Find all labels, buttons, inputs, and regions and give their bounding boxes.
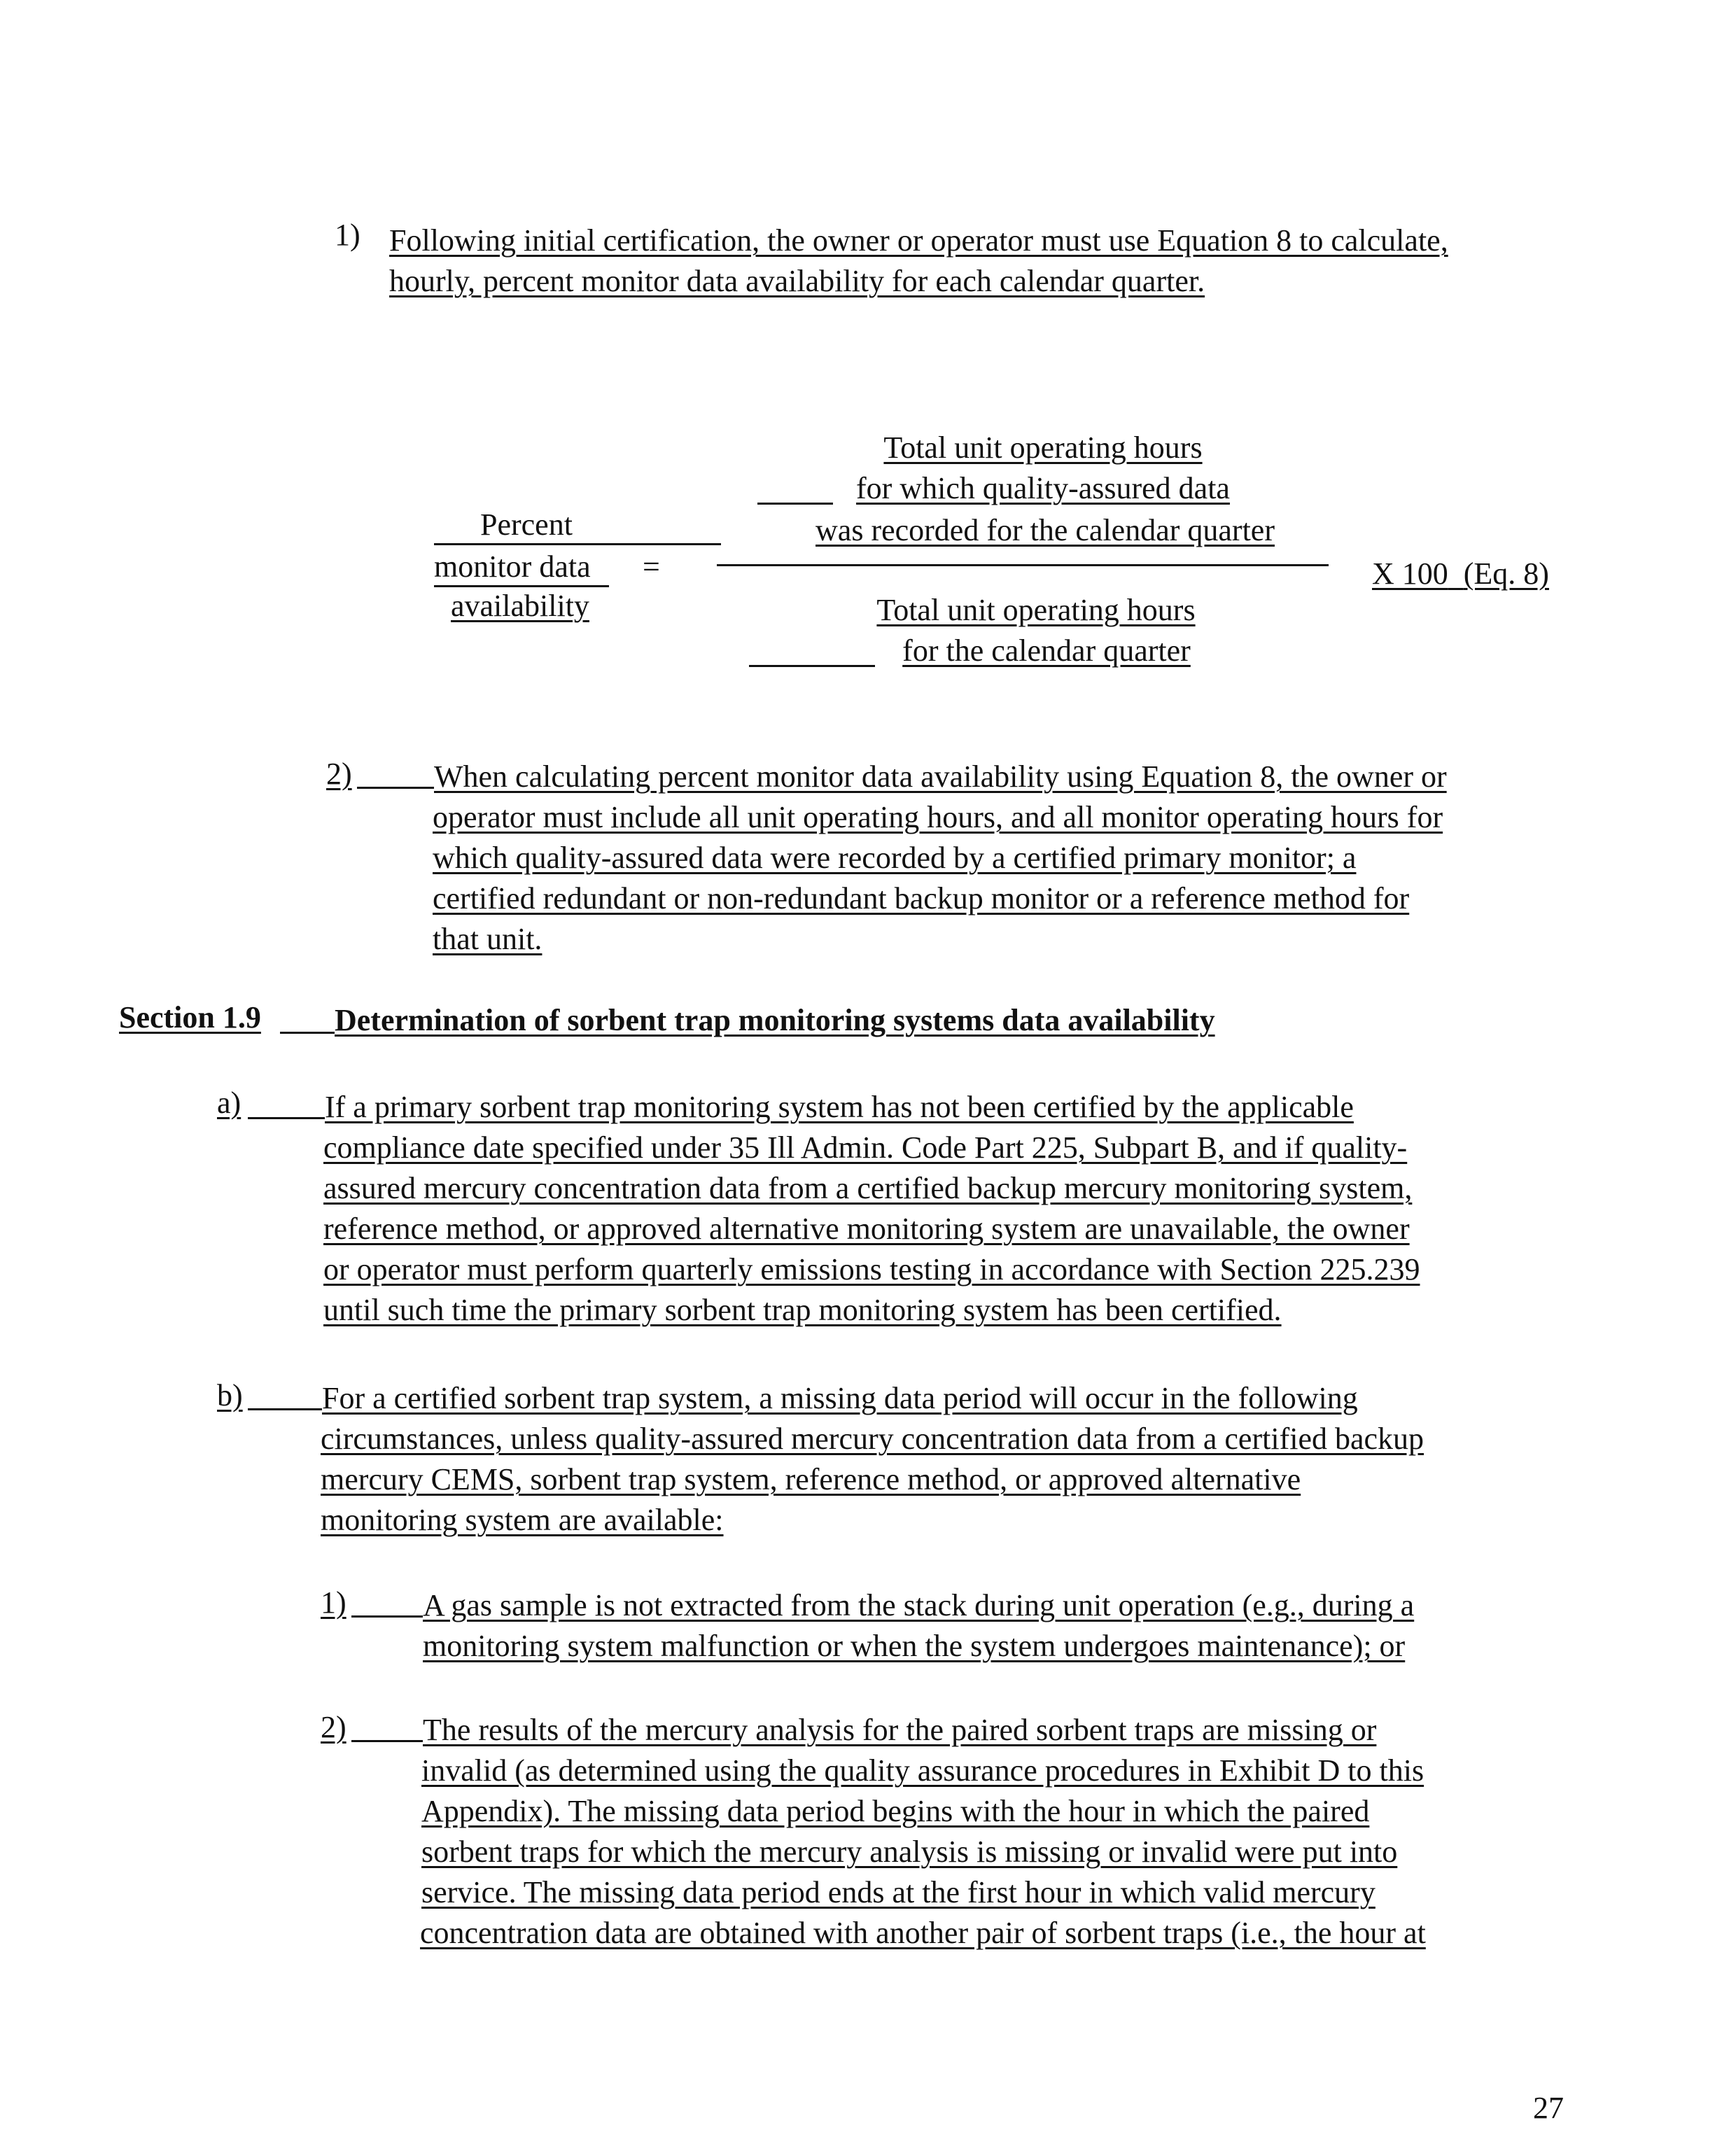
equation-label: (Eq. 8) [1463, 556, 1549, 591]
item-b2-line-3: Appendix). The missing data period begins with the hour in which the paired [421, 1794, 1370, 1828]
section-lead-rule [280, 1032, 335, 1034]
lhs-line-3: availability [451, 589, 589, 623]
item-b-lead-rule [248, 1408, 322, 1410]
item-b1-label: 1) [321, 1585, 346, 1620]
item-b2-label: 2) [321, 1710, 346, 1744]
item-b2-line-1: The results of the mercury analysis for the paired sorbent traps are missing or [423, 1713, 1377, 1747]
item-b2-line-2: invalid (as determined using the quality assurance procedures in Exhibit D to this [421, 1753, 1424, 1788]
item-b1-line-1: A gas sample is not extracted from the stack during unit operation (e.g., during a [423, 1588, 1415, 1622]
item-a-line-3: assured mercury concentration data from a certified backup mercury monitoring system, [323, 1171, 1413, 1205]
item-b2-lead-rule [351, 1740, 423, 1742]
item-b2-line-6: concentration data are obtained with another pair of sorbent traps (i.e., the hour at [420, 1916, 1426, 1950]
item-2-lead-rule [357, 787, 434, 789]
item-1-label: 1) [335, 218, 360, 252]
section-title: Determination of sorbent trap monitoring systems data availability [335, 1003, 1215, 1037]
item-b2-line-5: service. The missing data period ends at the first hour in which valid mercury [421, 1875, 1376, 1909]
item-a-line-2: compliance date specified under 35 Ill Admin. Code Part 225, Subpart B, and if quality- [323, 1130, 1408, 1165]
item-b-line-1: For a certified sorbent trap system, a missing data period will occur in the following [322, 1381, 1358, 1415]
item-a-label: a) [217, 1086, 241, 1120]
item-2-label: 2) [326, 757, 352, 791]
item-2-line-2: operator must include all unit operating hours, and all monitor operating hours for [433, 800, 1443, 834]
denominator-rule-2 [749, 665, 875, 667]
multiplier [1372, 554, 1549, 594]
page-number: 27 [1533, 2091, 1564, 2125]
item-2-line-4: certified redundant or non-redundant backup monitor or a reference method for [433, 881, 1410, 916]
numerator-rule-2 [757, 503, 833, 505]
section-number: Section 1.9 [119, 1000, 261, 1035]
fraction-bar [717, 564, 1329, 566]
item-a-line-6: until such time the primary sorbent trap monitoring system has been certified. [323, 1293, 1282, 1327]
multiplier-text: X 100 [1372, 556, 1448, 591]
item-2-line-1: When calculating percent monitor data availability using Equation 8, the owner or [434, 759, 1447, 794]
item-a-line-4: reference method, or approved alternative monitoring system are unavailable, the owner [323, 1212, 1410, 1246]
numerator-line-3: was recorded for the calendar quarter [816, 513, 1275, 547]
numerator-line-2: for which quality-assured data [856, 471, 1230, 505]
item-b1-lead-rule [351, 1615, 423, 1618]
item-2-line-5: that unit. [433, 922, 542, 956]
item-2-line-3: which quality-assured data were recorded by a certified primary monitor; a [433, 841, 1357, 875]
denominator-line-2: for the calendar quarter [902, 633, 1191, 668]
item-b-line-3: mercury CEMS, sorbent trap system, reference method, or approved alternative [321, 1462, 1301, 1496]
item-b1-line-2: monitoring system malfunction or when the system undergoes maintenance); or [423, 1629, 1406, 1663]
lhs-line-2: monitor data [434, 549, 591, 584]
lhs-rule [434, 543, 721, 545]
lhs-line-1: Percent [480, 507, 573, 542]
item-b-label: b) [217, 1378, 243, 1412]
numerator-line-1: Total unit operating hours [883, 430, 1203, 465]
item-b-line-4: monitoring system are available: [321, 1503, 724, 1537]
item-b-line-2: circumstances, unless quality-assured mercury concentration data from a certified backup [321, 1422, 1424, 1456]
item-a-line-5: or operator must perform quarterly emissions testing in accordance with Section 225.239 [323, 1252, 1420, 1286]
item-a-lead-rule [248, 1117, 325, 1119]
item-b2-line-4: sorbent traps for which the mercury analysis is missing or invalid were put into [421, 1835, 1398, 1869]
equals-sign: = [643, 549, 660, 584]
item-a-line-1: If a primary sorbent trap monitoring system has not been certified by the applicable [325, 1090, 1354, 1124]
denominator-line-1: Total unit operating hours [876, 593, 1196, 627]
item-1-line-1: Following initial certification, the owner or operator must use Equation 8 to calculate, [389, 223, 1448, 258]
item-1-line-2: hourly, percent monitor data availability for each calendar quarter. [389, 264, 1205, 298]
